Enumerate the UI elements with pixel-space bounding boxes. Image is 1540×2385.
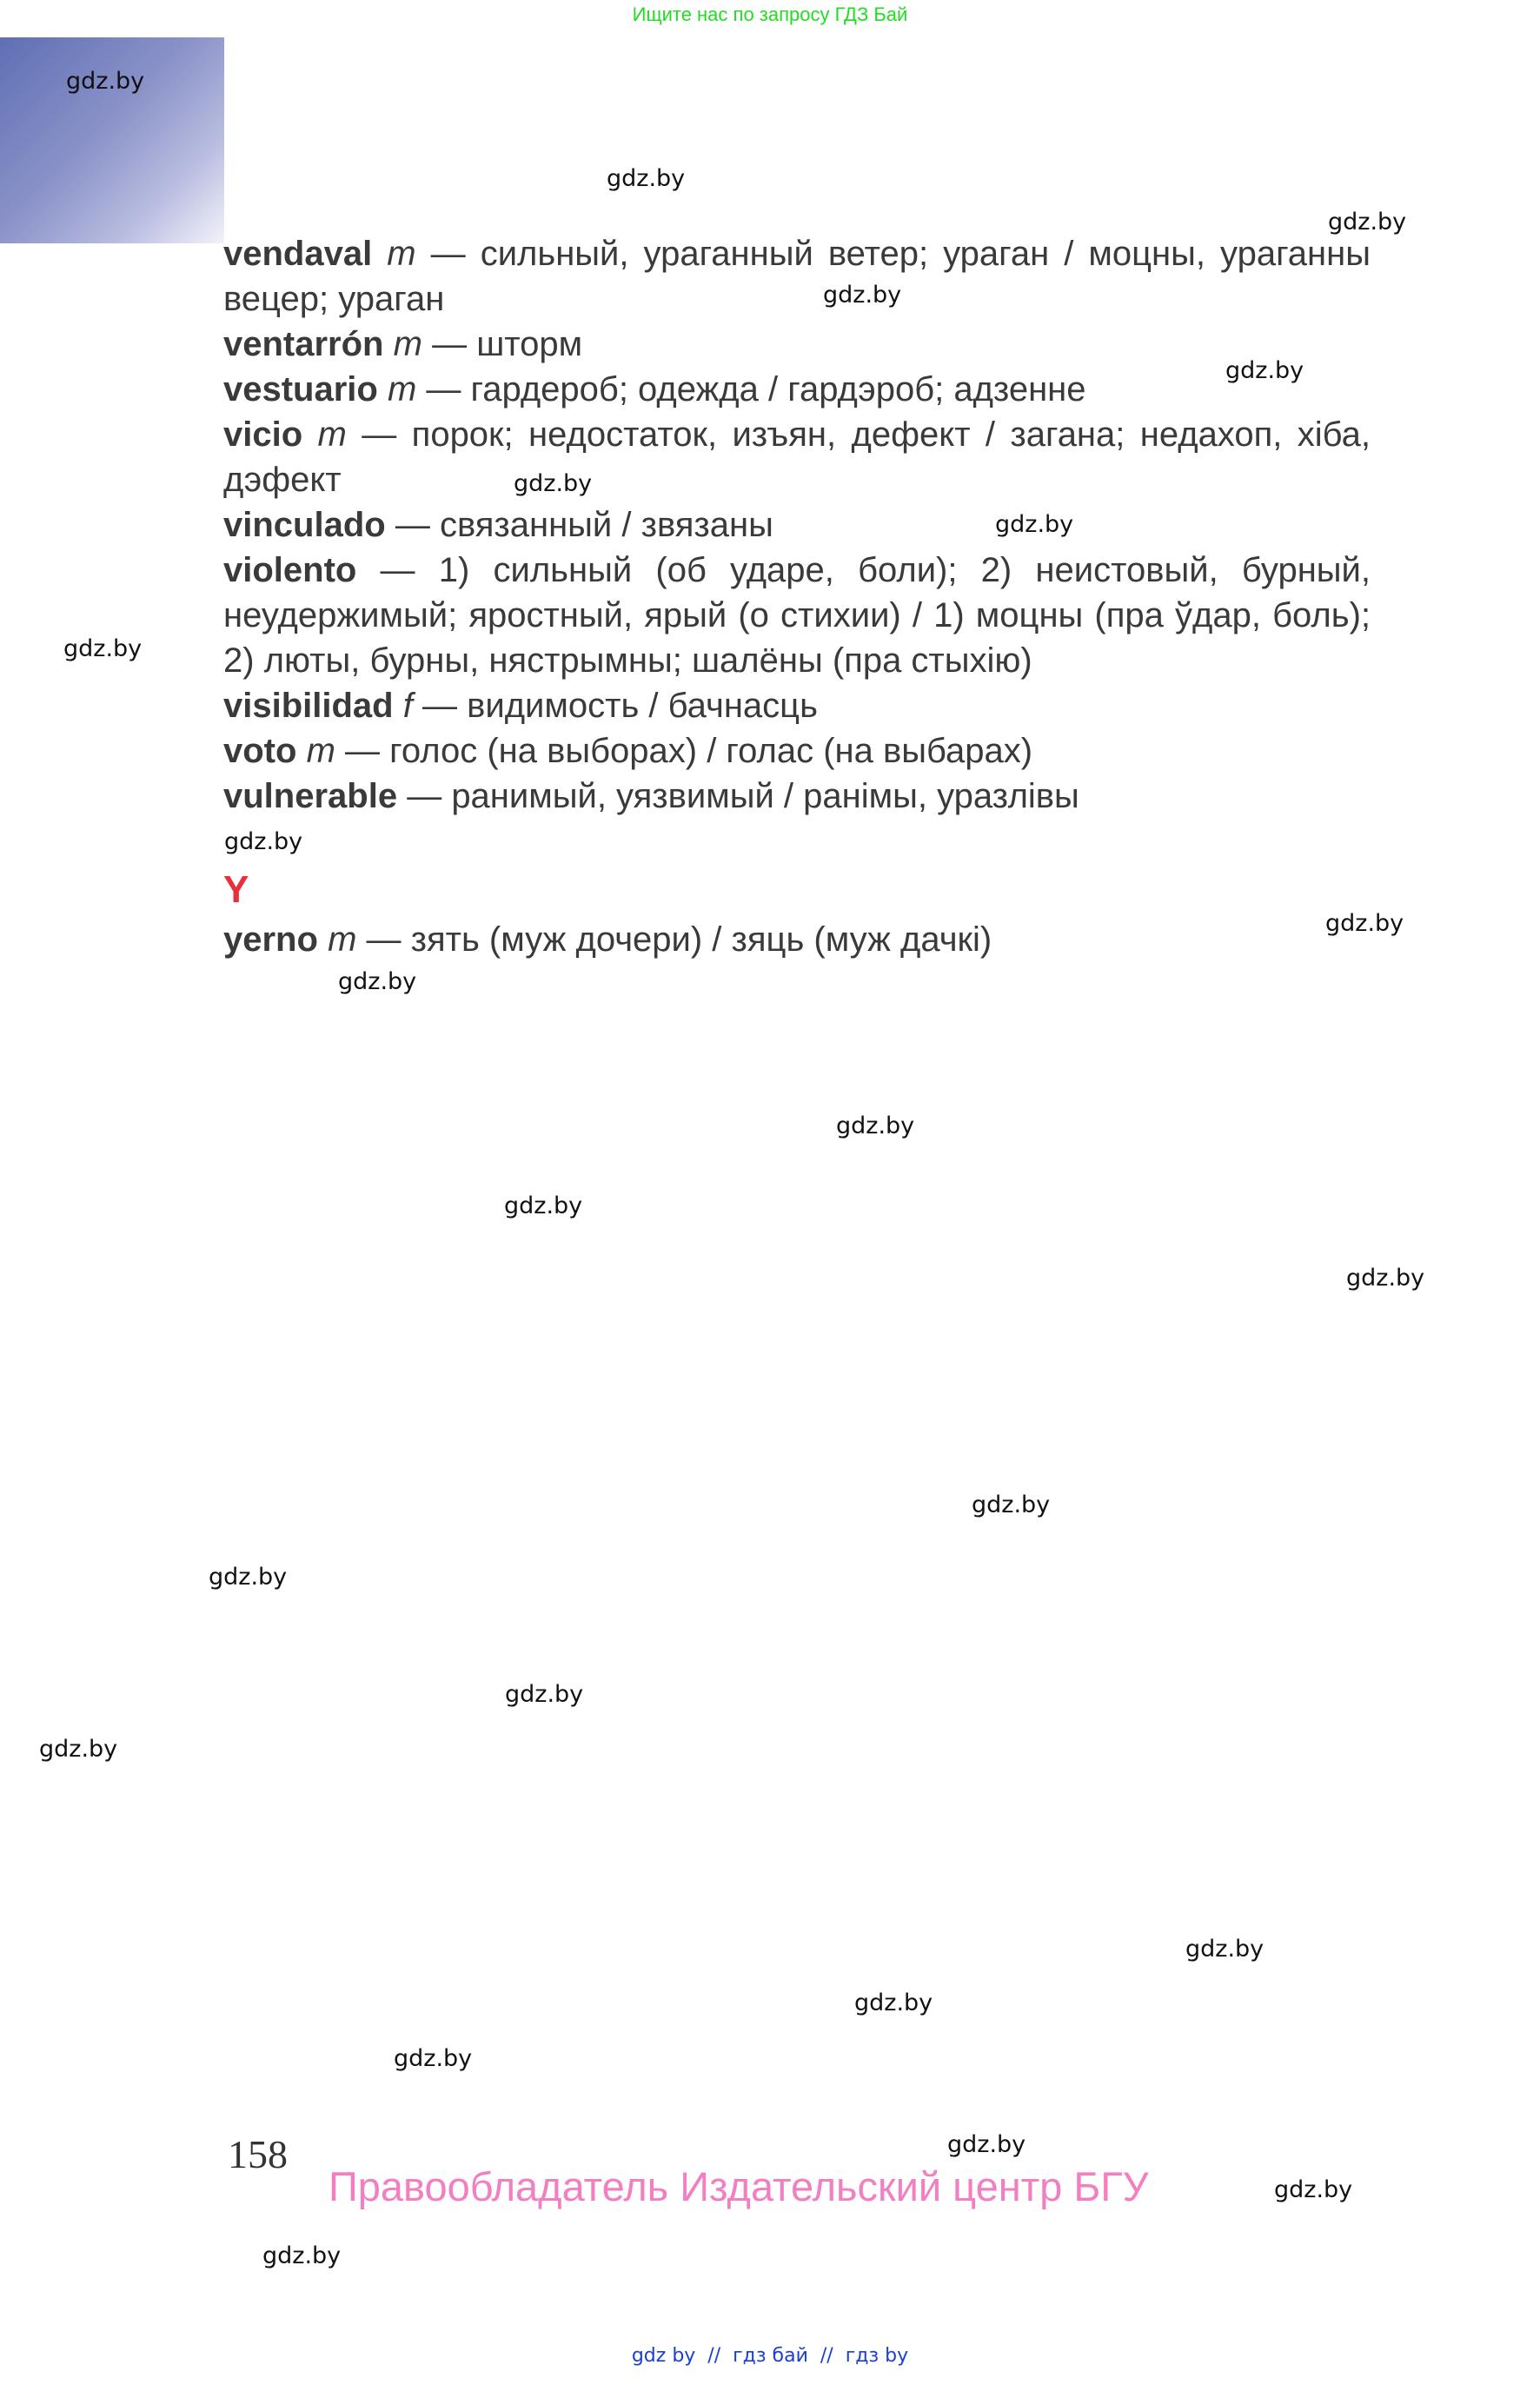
dictionary-entry bbox=[223, 322, 1371, 367]
dictionary-entry bbox=[223, 502, 1371, 548]
entry-definition: голос (на выборах) / голас (на выбарах) bbox=[389, 732, 1033, 770]
grammar-mark: m bbox=[328, 920, 357, 959]
entry-separator: — bbox=[335, 732, 390, 770]
entry-separator: — bbox=[346, 415, 412, 454]
grammar-mark: m bbox=[306, 732, 335, 770]
watermark: gdz.by bbox=[209, 1564, 288, 1591]
grammar-mark: m bbox=[387, 370, 417, 409]
entry-definition: шторм bbox=[476, 325, 583, 363]
watermark: gdz.by bbox=[947, 2131, 1026, 2158]
copyright-notice: Правообладатель Издательский центр БГУ bbox=[329, 2163, 1149, 2209]
entry-definition: гардероб; одежда / гардэроб; адзенне bbox=[470, 370, 1086, 409]
watermark: gdz.by bbox=[504, 1192, 583, 1219]
headword: yerno bbox=[223, 920, 318, 959]
watermark: gdz.by bbox=[854, 1990, 933, 2016]
entry-definition: порок; недостаток, изъян, дефект / загана; недахоп, хіба, дэфект bbox=[223, 415, 1371, 499]
watermark: gdz.by bbox=[836, 1113, 915, 1139]
entry-separator: — bbox=[422, 325, 477, 363]
watermark: gdz.by bbox=[1325, 910, 1404, 937]
page-number: 158 bbox=[228, 2132, 288, 2176]
watermark: gdz.by bbox=[1328, 209, 1407, 236]
entry-separator: — bbox=[385, 506, 440, 544]
search-banner: Ищите нас по запросу ГДЗ Бай bbox=[632, 3, 908, 25]
watermark: gdz.by bbox=[1346, 1265, 1425, 1292]
grammar-mark: m bbox=[393, 325, 422, 363]
headword: vestuario bbox=[223, 370, 378, 409]
entry-separator: — bbox=[416, 370, 471, 409]
headword: vinculado bbox=[223, 506, 386, 544]
watermark: gdz.by bbox=[1225, 357, 1304, 384]
entry-separator: — bbox=[356, 551, 439, 589]
watermark: gdz.by bbox=[39, 1736, 118, 1763]
watermark: gdz.by bbox=[505, 1681, 584, 1708]
dictionary-entry bbox=[223, 728, 1371, 774]
entry-separator: — bbox=[356, 920, 411, 959]
dictionary-entries-v bbox=[223, 231, 1371, 819]
headword: vicio bbox=[223, 415, 303, 454]
footer-links[interactable]: gdz by // гдз бай // гдз by bbox=[631, 2345, 909, 2367]
entry-definition: связанный / звязаны bbox=[439, 506, 773, 544]
entry-separator: — bbox=[415, 235, 481, 273]
dictionary-entry bbox=[223, 917, 1371, 962]
entry-separator: — bbox=[412, 687, 468, 725]
watermark: gdz.by bbox=[224, 828, 303, 855]
headword: vulnerable bbox=[223, 777, 398, 815]
headword: violento bbox=[223, 551, 357, 589]
letter-heading: Y bbox=[223, 868, 249, 911]
watermark: gdz.by bbox=[1274, 2176, 1353, 2203]
entry-definition: сильный, ураганный ветер; ураган / моцны, ураганны вецер; ураган bbox=[223, 235, 1371, 318]
dictionary-entry bbox=[223, 231, 1371, 322]
headword: voto bbox=[223, 732, 297, 770]
dictionary-entries-y bbox=[223, 917, 1371, 962]
watermark: gdz.by bbox=[972, 1491, 1051, 1518]
watermark: gdz.by bbox=[995, 511, 1074, 538]
dictionary-entry bbox=[223, 367, 1371, 412]
entry-definition: видимость / бачнасць bbox=[467, 687, 818, 725]
entry-definition: 1) сильный (об ударе, боли); 2) неистовый, бурный, неудержимый; яростный, ярый (о стихии) / 1) моцны (пра ўдар, боль); 2) люты, бурны, нястрымны; шалёны (пра стыхію) bbox=[223, 551, 1371, 680]
grammar-mark: f bbox=[402, 687, 413, 725]
headword: vendaval bbox=[223, 235, 373, 273]
watermark: gdz.by bbox=[823, 282, 902, 309]
dictionary-entry bbox=[223, 548, 1371, 683]
watermark: gdz.by bbox=[66, 68, 145, 95]
watermark: gdz.by bbox=[262, 2242, 342, 2269]
watermark: gdz.by bbox=[514, 470, 593, 497]
dictionary-entry bbox=[223, 774, 1371, 819]
entry-definition: зять (муж дочери) / зяць (муж дачкі) bbox=[410, 920, 992, 959]
grammar-mark: m bbox=[387, 235, 416, 273]
watermark: gdz.by bbox=[1185, 1936, 1265, 1963]
watermark: gdz.by bbox=[338, 968, 417, 995]
dictionary-entry bbox=[223, 412, 1371, 502]
entry-definition: ранимый, уязвимый / ранімы, уразлівы bbox=[451, 777, 1079, 815]
watermark: gdz.by bbox=[63, 635, 143, 662]
headword: ventarrón bbox=[223, 325, 384, 363]
dictionary-entry bbox=[223, 683, 1371, 728]
entry-separator: — bbox=[397, 777, 452, 815]
watermark: gdz.by bbox=[607, 165, 686, 192]
watermark: gdz.by bbox=[394, 2045, 473, 2072]
headword: visibilidad bbox=[223, 687, 394, 725]
grammar-mark: m bbox=[317, 415, 347, 454]
